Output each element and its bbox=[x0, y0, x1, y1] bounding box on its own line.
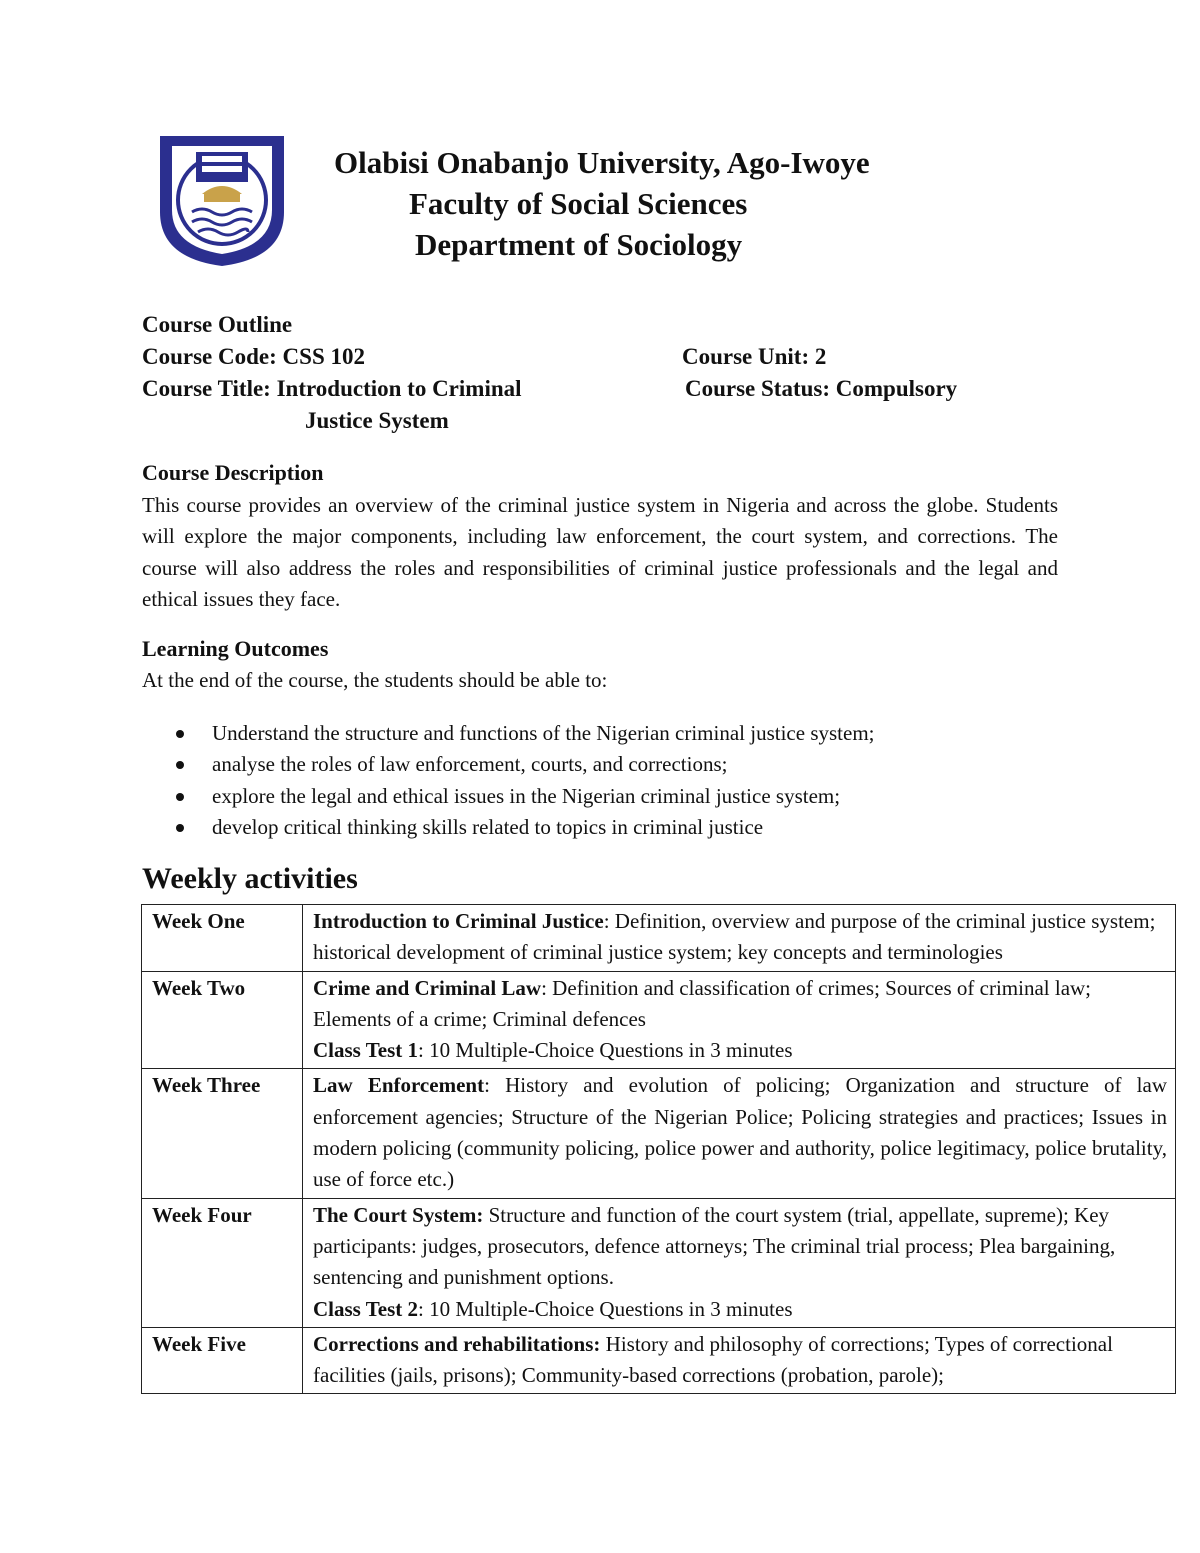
course-outline-heading: Course Outline bbox=[142, 312, 293, 337]
course-title-continued: Justice System bbox=[305, 408, 449, 433]
table-row bbox=[142, 905, 1176, 972]
table-row bbox=[142, 1327, 1176, 1394]
topic-separator: : bbox=[484, 1073, 490, 1098]
week-details: Definition, overview and purpose of the criminal justice system; historical development of criminal justice system; key concepts and terminologies bbox=[313, 909, 1156, 965]
learning-outcomes-list bbox=[142, 718, 874, 843]
course-unit: Course Unit: 2 bbox=[682, 344, 827, 369]
list-item: Understand the structure and functions of the Nigerian criminal justice system; bbox=[142, 718, 874, 749]
week-label: Week One bbox=[142, 905, 303, 972]
topic-separator: : bbox=[603, 909, 610, 933]
learning-outcomes-heading: Learning Outcomes bbox=[142, 636, 329, 661]
table-row bbox=[142, 1198, 1176, 1327]
list-item: develop critical thinking skills related to topics in criminal justice bbox=[142, 812, 874, 843]
weekly-activities-heading: Weekly activities bbox=[142, 862, 358, 895]
week-content bbox=[303, 1198, 1176, 1327]
week-content bbox=[303, 1069, 1176, 1198]
week-label: Week Five bbox=[142, 1327, 303, 1394]
week-topic: Crime and Criminal Law bbox=[313, 975, 542, 1000]
course-status: Course Status: Compulsory bbox=[685, 376, 958, 401]
week-topic: Law Enforcement bbox=[313, 1073, 485, 1098]
learning-outcomes-intro: At the end of the course, the students should be able to: bbox=[142, 668, 608, 692]
week-details: Structure and function of the court system (trial, appellate, supreme); Key participants: judges, prosecutors, defence attorneys; The criminal trial process; Plea bargaining, sentencing and punishment options. bbox=[313, 1202, 1116, 1290]
class-test-label: Class Test 2 bbox=[313, 1296, 419, 1321]
university-logo bbox=[146, 108, 298, 268]
week-content bbox=[303, 971, 1176, 1069]
week-label: Week Three bbox=[142, 1069, 303, 1198]
week-content bbox=[303, 905, 1176, 972]
week-label: Week Two bbox=[142, 971, 303, 1069]
topic-separator: : bbox=[541, 975, 547, 1000]
course-description-text: This course provides an overview of the criminal justice system in Nigeria and across the globe. Students will explore the major components, including law enforcement, the court system, and corrections. The course will also address the roles and responsibilities of criminal justice professionals and the legal and ethical issues they face. bbox=[142, 493, 1058, 611]
week-details: History and philosophy of corrections; Types of correctional facilities (jails, prisons); Community-based corrections (probation, parole); bbox=[313, 1331, 1113, 1388]
course-title: Course Title: Introduction to Criminal bbox=[142, 376, 522, 401]
table-row bbox=[142, 1069, 1176, 1198]
week-topic: The Court System: bbox=[313, 1202, 484, 1227]
list-item: explore the legal and ethical issues in the Nigerian criminal justice system; bbox=[142, 781, 874, 812]
course-description-heading: Course Description bbox=[142, 460, 324, 485]
week-topic: Introduction to Criminal Justice bbox=[313, 909, 604, 933]
class-test-label: Class Test 1 bbox=[313, 1038, 419, 1063]
faculty-name: Faculty of Social Sciences bbox=[409, 186, 748, 221]
week-label: Week Four bbox=[142, 1198, 303, 1327]
week-details: History and evolution of policing; Organization and structure of law enforcement agencies; Structure of the Nigerian Police; Policing strategies and practices; Issues in modern policing (community policing, police power and authority, police legitimacy, police brutality, use of force etc.) bbox=[313, 1073, 1168, 1192]
week-topic: Corrections and rehabilitations: bbox=[313, 1331, 601, 1356]
week-content bbox=[303, 1327, 1176, 1394]
week-details: Definition and classification of crimes; Sources of criminal law; Elements of a crime; Criminal defences bbox=[313, 975, 1092, 1031]
course-code: Course Code: CSS 102 bbox=[142, 344, 365, 369]
university-name: Olabisi Onabanjo University, Ago-Iwoye bbox=[334, 145, 870, 180]
list-item: analyse the roles of law enforcement, courts, and corrections; bbox=[142, 749, 874, 780]
class-test-details: : 10 Multiple-Choice Questions in 3 minutes bbox=[418, 1038, 793, 1063]
class-test-details: : 10 Multiple-Choice Questions in 3 minutes bbox=[418, 1296, 793, 1321]
weekly-activities-table bbox=[141, 904, 1176, 1394]
department-name: Department of Sociology bbox=[415, 227, 743, 262]
table-row bbox=[142, 971, 1176, 1069]
